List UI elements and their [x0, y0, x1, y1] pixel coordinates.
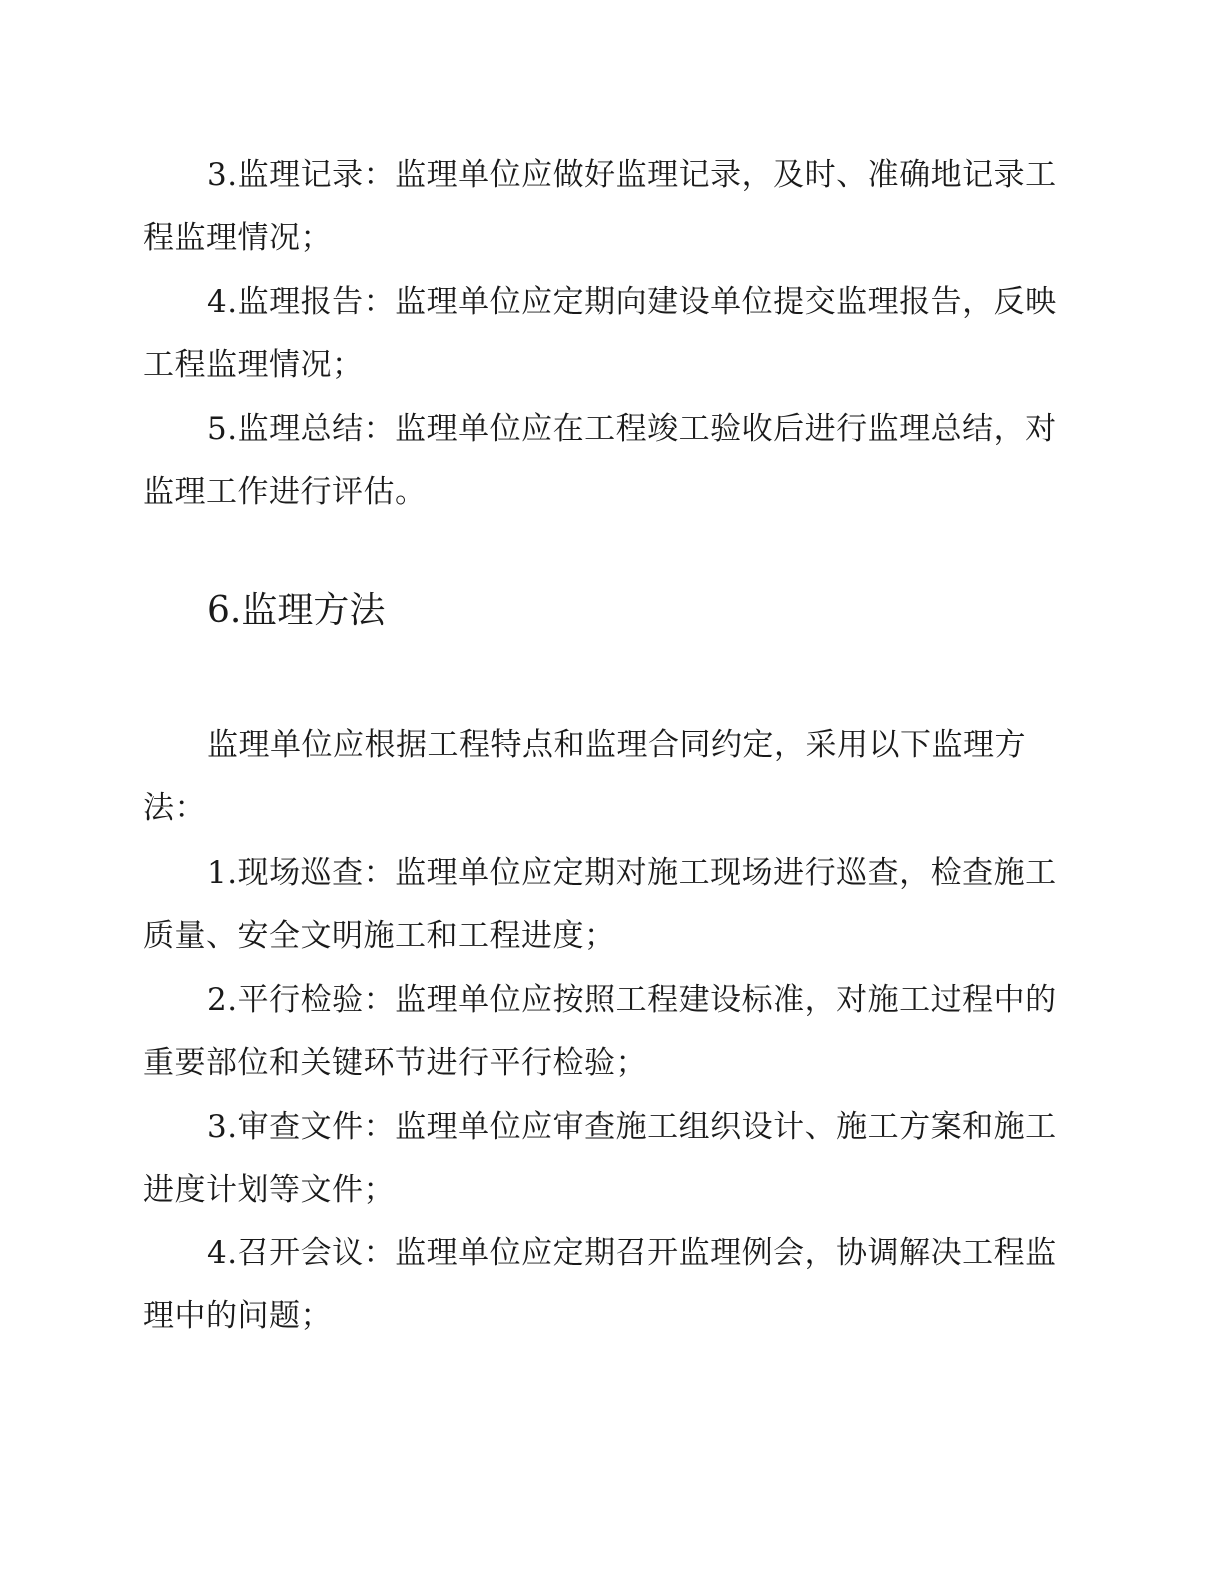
- section-intro: 监理单位应根据工程特点和监理合同约定，采用以下监理方法：: [143, 727, 1026, 826]
- list-item-supervision-record: 3.监理记录：监理单位应做好监理记录，及时、准确地记录工程监理情况；: [143, 157, 1057, 256]
- list-item-supervision-report: 4.监理报告：监理单位应定期向建设单位提交监理报告，反映工程监理情况；: [143, 284, 1057, 383]
- list-item-parallel-testing: 2.平行检验：监理单位应按照工程建设标准，对施工过程中的重要部位和关键环节进行平行检验；: [143, 982, 1057, 1081]
- section-heading: 6.监理方法: [207, 590, 386, 631]
- list-item-document-review: 3.审查文件：监理单位应审查施工组织设计、施工方案和施工进度计划等文件；: [143, 1109, 1057, 1208]
- list-item-meetings: 4.召开会议：监理单位应定期召开监理例会，协调解决工程监理中的问题；: [143, 1235, 1057, 1334]
- list-item-site-inspection: 1.现场巡查：监理单位应定期对施工现场进行巡查，检查施工质量、安全文明施工和工程进度；: [143, 855, 1057, 954]
- list-item-supervision-summary: 5.监理总结：监理单位应在工程竣工验收后进行监理总结，对监理工作进行评估。: [143, 411, 1057, 510]
